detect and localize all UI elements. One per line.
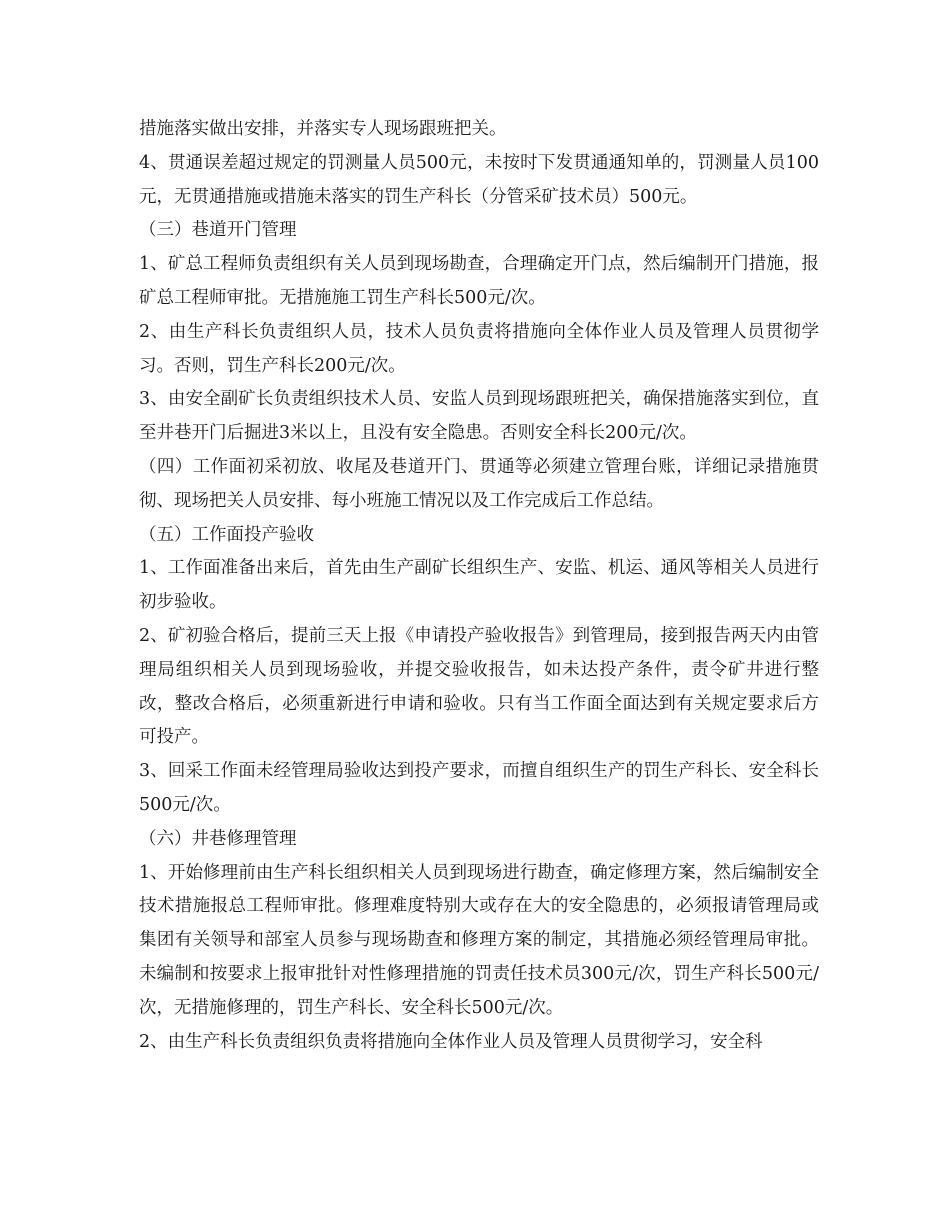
paragraph-acceptance-item-3: 3、回采工作面未经管理局验收达到投产要求，而擅自组织生产的罚生产科长、安全科长500元/次。 — [139, 761, 819, 815]
section-heading-roadway-opening: （三）巷道开门管理 — [139, 220, 297, 241]
paragraph-acceptance-item-2: 2、矿初验合格后，提前三天上报《申请投产验收报告》到管理局，接到报告两天内由管理局组织相关人员到现场验收，并提交验收报告，如未达投产条件，责令矿井进行整改，整改合格后，必须重新进行申请和验收。只有当工作面全面达到有关规定要求后方可投产。 — [139, 625, 819, 748]
section-heading-ledger: （四）工作面初采初放、收尾及巷道开门、贯通等必须建立管理台账，详细记录措施贯彻、现场把关人员安排、每小班施工情况以及工作完成后工作总结。 — [139, 456, 819, 511]
paragraph-roadway-item-3: 3、由安全副矿长负责组织技术人员、安监人员到现场跟班把关，确保措施落实到位，直至井巷开门后掘进3米以上，且没有安全隐患。否则安全科长200元/次。 — [139, 389, 819, 444]
paragraph-roadway-item-2: 2、由生产科长负责组织人员，技术人员负责将措施向全体作业人员及管理人员贯彻学习。否则，罚生产科长200元/次。 — [139, 321, 819, 376]
paragraph-item-4-breakthrough-error: 4、贯通误差超过规定的罚测量人员500元，未按时下发贯通通知单的，罚测量人员100元，无贯通措施或措施未落实的罚生产科长（分管采矿技术员）500元。 — [139, 152, 819, 207]
section-heading-repair: （六）井巷修理管理 — [139, 828, 297, 849]
section-heading-acceptance: （五）工作面投产验收 — [139, 524, 314, 545]
paragraph-continuation: 措施落实做出安排，并落实专人现场跟班把关。 — [139, 119, 507, 139]
paragraph-repair-item-1: 1、开始修理前由生产科长组织相关人员到现场进行勘查，确定修理方案，然后编制安全技术措施报总工程师审批。修理难度特别大或存在大的安全隐患的，必须报请管理局或集团有关领导和部室人员参与现场勘查和修理方案的制定，其措施必须经管理局审批。未编制和按要求上报审批针对性修理措施的罚责任技术员300元/次，罚生产科长500元/次，无措施修理的，罚生产科长、安全科长500元/次。 — [139, 862, 819, 1018]
paragraph-roadway-item-1: 1、矿总工程师负责组织有关人员到现场勘查，合理确定开门点，然后编制开门措施，报矿总工程师审批。无措施施工罚生产科长500元/次。 — [139, 254, 819, 308]
paragraph-acceptance-item-1: 1、工作面准备出来后，首先由生产副矿长组织生产、安监、机运、通风等相关人员进行初步验收。 — [139, 558, 819, 613]
paragraph-repair-item-2: 2、由生产科长负责组织负责将措施向全体作业人员及管理人员贯彻学习，安全科 — [139, 1031, 763, 1052]
document-body — [139, 113, 819, 1059]
